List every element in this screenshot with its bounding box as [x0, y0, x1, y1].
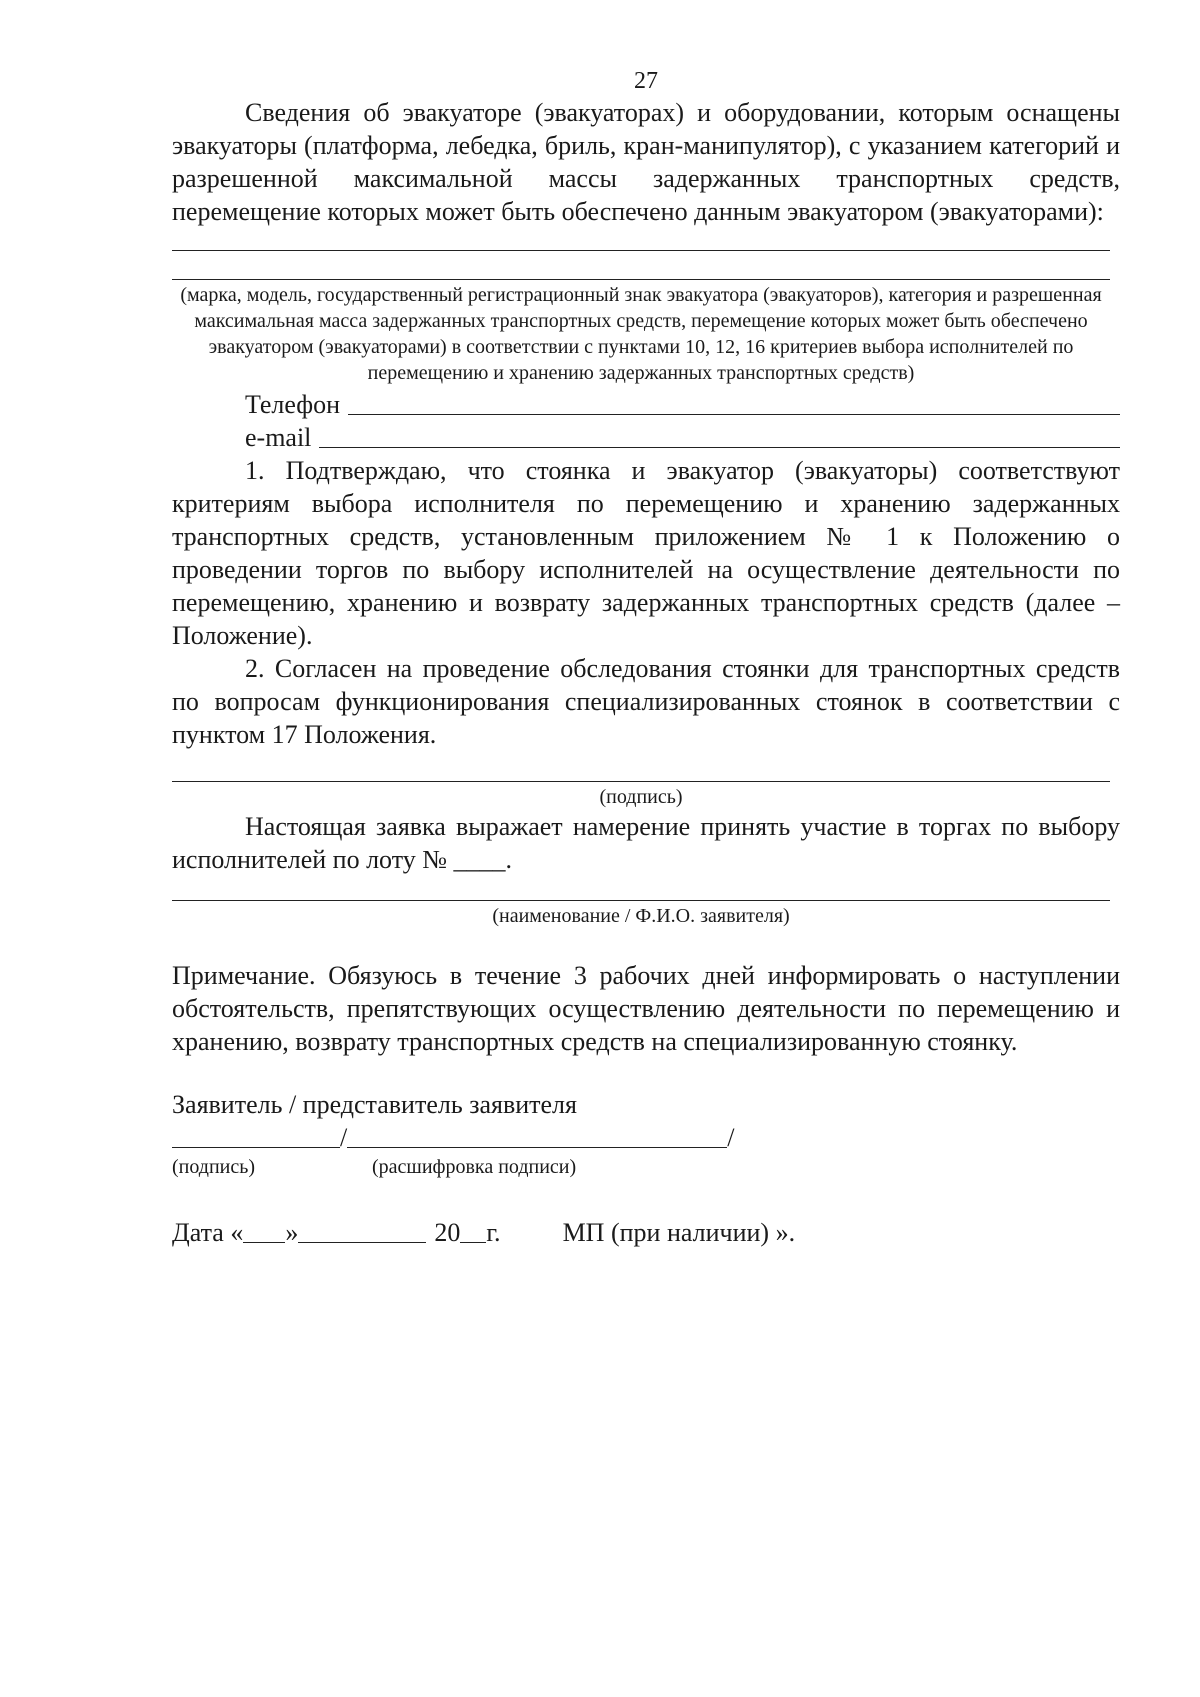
email-label: e-mail	[245, 423, 312, 452]
date-month-line	[298, 1242, 426, 1243]
email-field	[172, 421, 1120, 454]
applicant-signature-row	[172, 1121, 1120, 1154]
signature-slash-1: /	[340, 1123, 348, 1152]
evacuator-caption: (марка, модель, государственный регистрационный знак эвакуатора (эвакуаторов), категория и разрешенная максимальная масса задержанных транспортных средств, перемещение которых может быть обеспечено эвакуатором (эвакуаторами) в соответствии с пунктами 10, 12, 16 критериев выбора исполнителей по перемещению и хранению задержанных транспортных средств)	[180, 284, 1102, 384]
applicant-signature-line	[172, 1147, 340, 1148]
date-year-line	[460, 1242, 486, 1243]
applicant-signature-decoding-line	[347, 1147, 727, 1148]
date-year-prefix: 20	[434, 1218, 461, 1247]
applicant-signature-captions	[172, 1154, 1120, 1180]
item-1-paragraph: 1. Подтверждаю, что стоянка и эвакуатор (эвакуаторы) соответствуют критериям выбора исполнителя по перемещению и хранению задержанных транспортных средств, установленным приложением № 1 к Положению о проведении торгов по выбору исполнителей на осуществление деятельности по перемещению, хранению и возврату задержанных транспортных средств (далее – Положение).	[172, 456, 1120, 650]
intent-paragraph: Настоящая заявка выражает намерение принять участие в торгах по выбору исполнителей по лоту № ____.	[172, 812, 1120, 874]
document-page	[172, 66, 1120, 1249]
applicant-label-row	[172, 1088, 1120, 1121]
applicant-name-caption: (наименование / Ф.И.О. заявителя)	[492, 905, 790, 927]
email-input-line	[319, 447, 1120, 448]
page-number: 27	[634, 68, 658, 94]
intro-paragraph: Сведения об эвакуаторе (эвакуаторах) и оборудовании, которым оснащены эвакуаторы (платформа, лебедка, бриль, кран-манипулятор), с указанием категорий и разрешенной максимальной массы задержанных транспортных средств, перемещение которых может быть обеспечено данным эвакуатором (эвакуаторами):	[172, 98, 1120, 226]
note-paragraph: Примечание. Обязуюсь в течение 3 рабочих дней информировать о наступлении обстоятельств, препятствующих осуществлению деятельности по перемещению и хранению, возврату транспортных средств на специализированную стоянку.	[172, 961, 1120, 1056]
applicant-name-line	[172, 900, 1110, 901]
signature-line	[172, 781, 1110, 782]
applicant-signature-caption: (подпись)	[172, 1156, 256, 1178]
evacuator-info-line-2	[172, 279, 1110, 280]
phone-field	[172, 388, 1120, 421]
phone-label: Телефон	[245, 390, 341, 419]
date-close-quote: »	[285, 1218, 299, 1247]
date-label: Дата «	[172, 1218, 244, 1247]
applicant-label: Заявитель / представитель заявителя	[172, 1090, 577, 1119]
date-day-line	[243, 1242, 285, 1243]
date-row	[172, 1216, 1120, 1249]
signature-caption: (подпись)	[599, 786, 683, 808]
stamp-label: МП (при наличии) ».	[562, 1218, 796, 1247]
signature-slash-2: /	[727, 1123, 735, 1152]
item-2-paragraph: 2. Согласен на проведение обследования стоянки для транспортных средств по вопросам функционирования специализированных стоянок в соответствии с пунктом 17 Положения.	[172, 654, 1120, 749]
applicant-decoding-caption: (расшифровка подписи)	[372, 1156, 577, 1178]
phone-input-line	[348, 414, 1120, 415]
date-year-suffix: г.	[486, 1218, 501, 1247]
